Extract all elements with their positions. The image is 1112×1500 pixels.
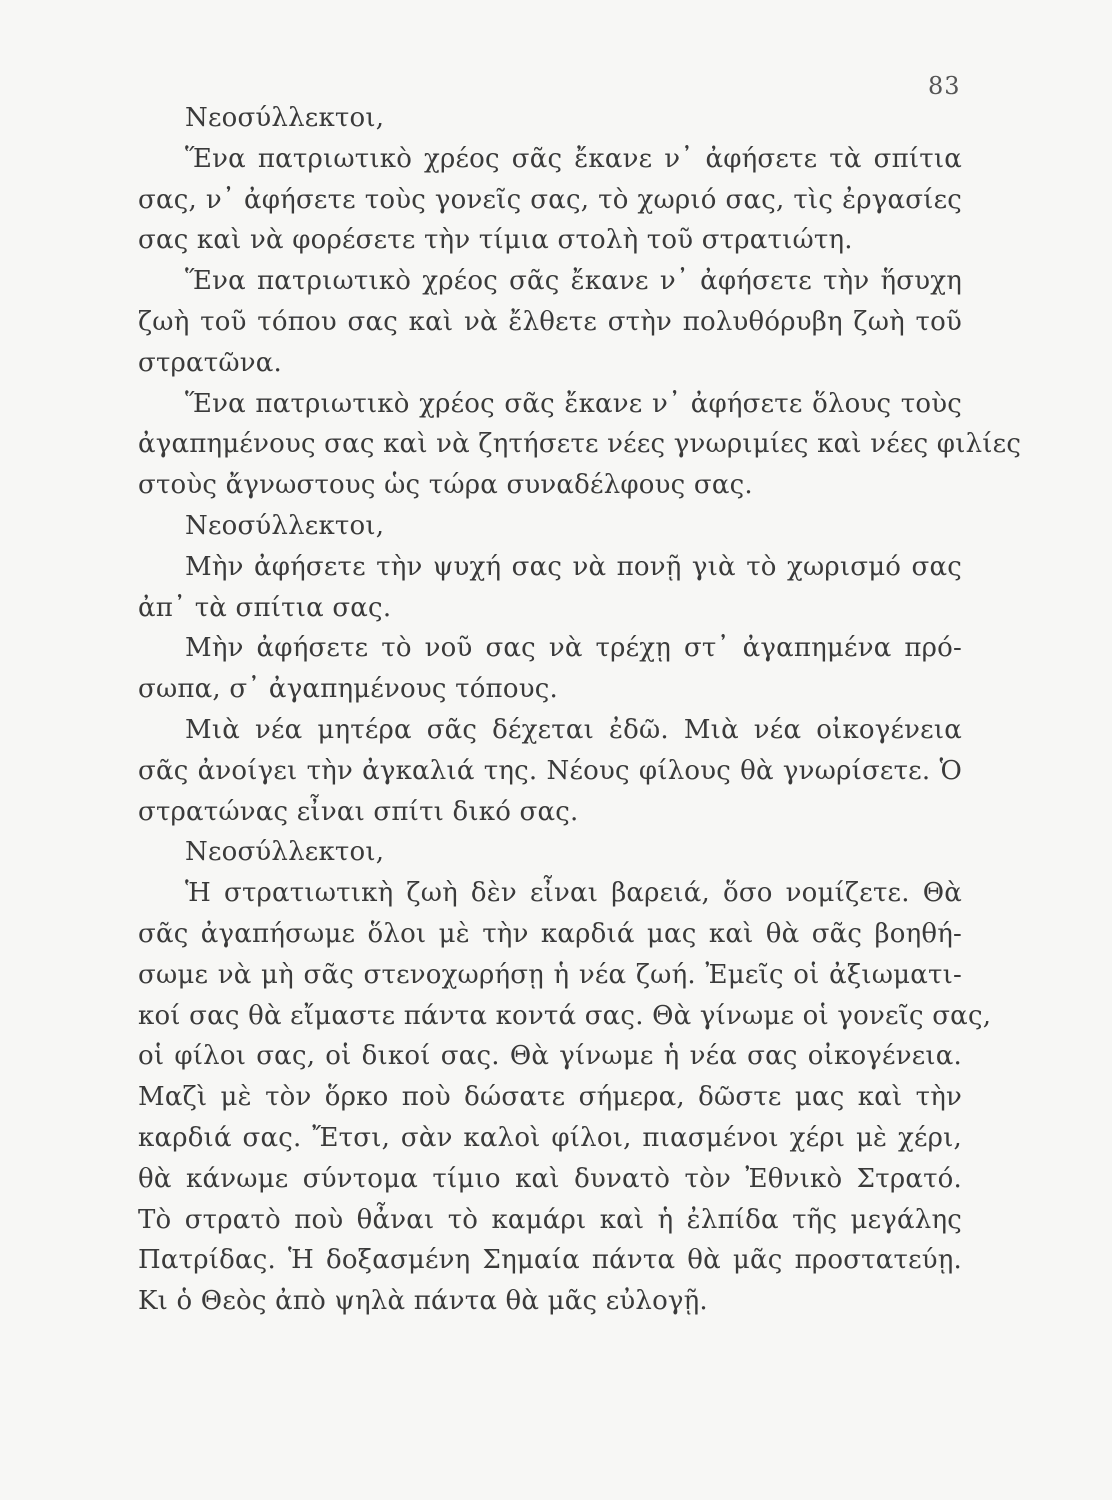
text-line: Πατρίδας. Ἡ δοξασμένη Σημαία πάντα θὰ μᾶς προστατεύῃ.	[138, 1245, 962, 1276]
body-text	[138, 98, 1022, 1322]
text-line: Ἡ στρατιωτικὴ ζωὴ δὲν εἶναι βαρειά, ὅσο νομίζετε. Θὰ	[185, 878, 962, 909]
text-line: Ἕνα πατριωτικὸ χρέος σᾶς ἔκανε ν᾽ ἀφήσετε ὅλους τοὺς	[185, 388, 962, 419]
text-line: Ἕνα πατριωτικὸ χρέος σᾶς ἔκανε ν᾽ ἀφήσετε τὰ σπίτια	[185, 143, 962, 174]
text-line: οἱ φίλοι σας, οἱ δικοί σας. Θὰ γίνωμε ἡ νέα σας οἰκογένεια.	[138, 1041, 962, 1072]
text-line: Κι ὁ Θεὸς ἀπὸ ψηλὰ πάντα θὰ μᾶς εὐλογῇ.	[138, 1286, 708, 1317]
text-line: κοί σας θὰ εἴμαστε πάντα κοντά σας. Θὰ γίνωμε οἱ γονεῖς σας,	[138, 1000, 992, 1031]
text-line: Τὸ στρατὸ ποὺ θἆναι τὸ καμάρι καὶ ἡ ἐλπίδα τῆς μεγάλης	[138, 1204, 962, 1235]
text-line: ἀπ᾽ τὰ σπίτια σας.	[138, 592, 392, 623]
text-line: Νεοσύλλεκτοι,	[185, 837, 385, 868]
text-line: Ἕνα πατριωτικὸ χρέος σᾶς ἔκανε ν᾽ ἀφήσετε τὴν ἥσυχη	[185, 266, 962, 297]
text-line: στοὺς ἄγνωστους ὡς τώρα συναδέλφους σας.	[138, 470, 753, 501]
text-line: ἀγαπημένους σας καὶ νὰ ζητήσετε νέες γνωριμίες καὶ νέες φιλίες	[138, 429, 1022, 460]
text-line: ζωὴ τοῦ τόπου σας καὶ νὰ ἔλθετε στὴν πολυθόρυβη ζωὴ τοῦ	[138, 306, 962, 337]
text-line: σᾶς ἀγαπήσωμε ὅλοι μὲ τὴν καρδιά μας καὶ θὰ σᾶς βοηθή-	[138, 918, 962, 949]
text-line: Νεοσύλλεκτοι,	[185, 103, 385, 133]
text-line: θὰ κάνωμε σύντομα τίμιο καὶ δυνατὸ τὸν Ἐθνικὸ Στρατό.	[138, 1163, 962, 1194]
text-line: Νεοσύλλεκτοι,	[185, 510, 385, 541]
text-line: σας, ν᾽ ἀφήσετε τοὺς γονεῖς σας, τὸ χωριό σας, τὶς ἐργασίες	[138, 184, 962, 215]
text-line: σας καὶ νὰ φορέσετε τὴν τίμια στολὴ τοῦ στρατιώτη.	[138, 225, 853, 256]
text-line: καρδιά σας. Ἔτσι, σὰν καλοὶ φίλοι, πιασμένοι χέρι μὲ χέρι,	[138, 1122, 962, 1153]
text-line: Μὴν ἀφήσετε τὸ νοῦ σας νὰ τρέχῃ στ᾽ ἀγαπημένα πρό-	[185, 633, 962, 664]
text-line: σωπα, σ᾽ ἀγαπημένους τόπους.	[138, 674, 558, 705]
text-line: στρατῶνα.	[138, 347, 282, 378]
text-line: σᾶς ἀνοίγει τὴν ἀγκαλιά της. Νέους φίλους θὰ γνωρίσετε. Ὁ	[138, 755, 962, 786]
text-line: σωμε νὰ μὴ σᾶς στενοχωρήσῃ ἡ νέα ζωή. Ἐμεῖς οἱ ἀξιωματι-	[138, 959, 962, 990]
text-line: Μιὰ νέα μητέρα σᾶς δέχεται ἐδῶ. Μιὰ νέα οἰκογένεια	[185, 714, 962, 745]
page-number: 83	[928, 72, 961, 100]
text-line: Μὴν ἀφήσετε τὴν ψυχή σας νὰ πονῇ γιὰ τὸ χωρισμό σας	[185, 551, 962, 582]
text-line: Μαζὶ μὲ τὸν ὅρκο ποὺ δώσατε σήμερα, δῶστε μας καὶ τὴν	[138, 1082, 962, 1113]
text-line: στρατώνας εἶναι σπίτι δικό σας.	[138, 796, 579, 827]
